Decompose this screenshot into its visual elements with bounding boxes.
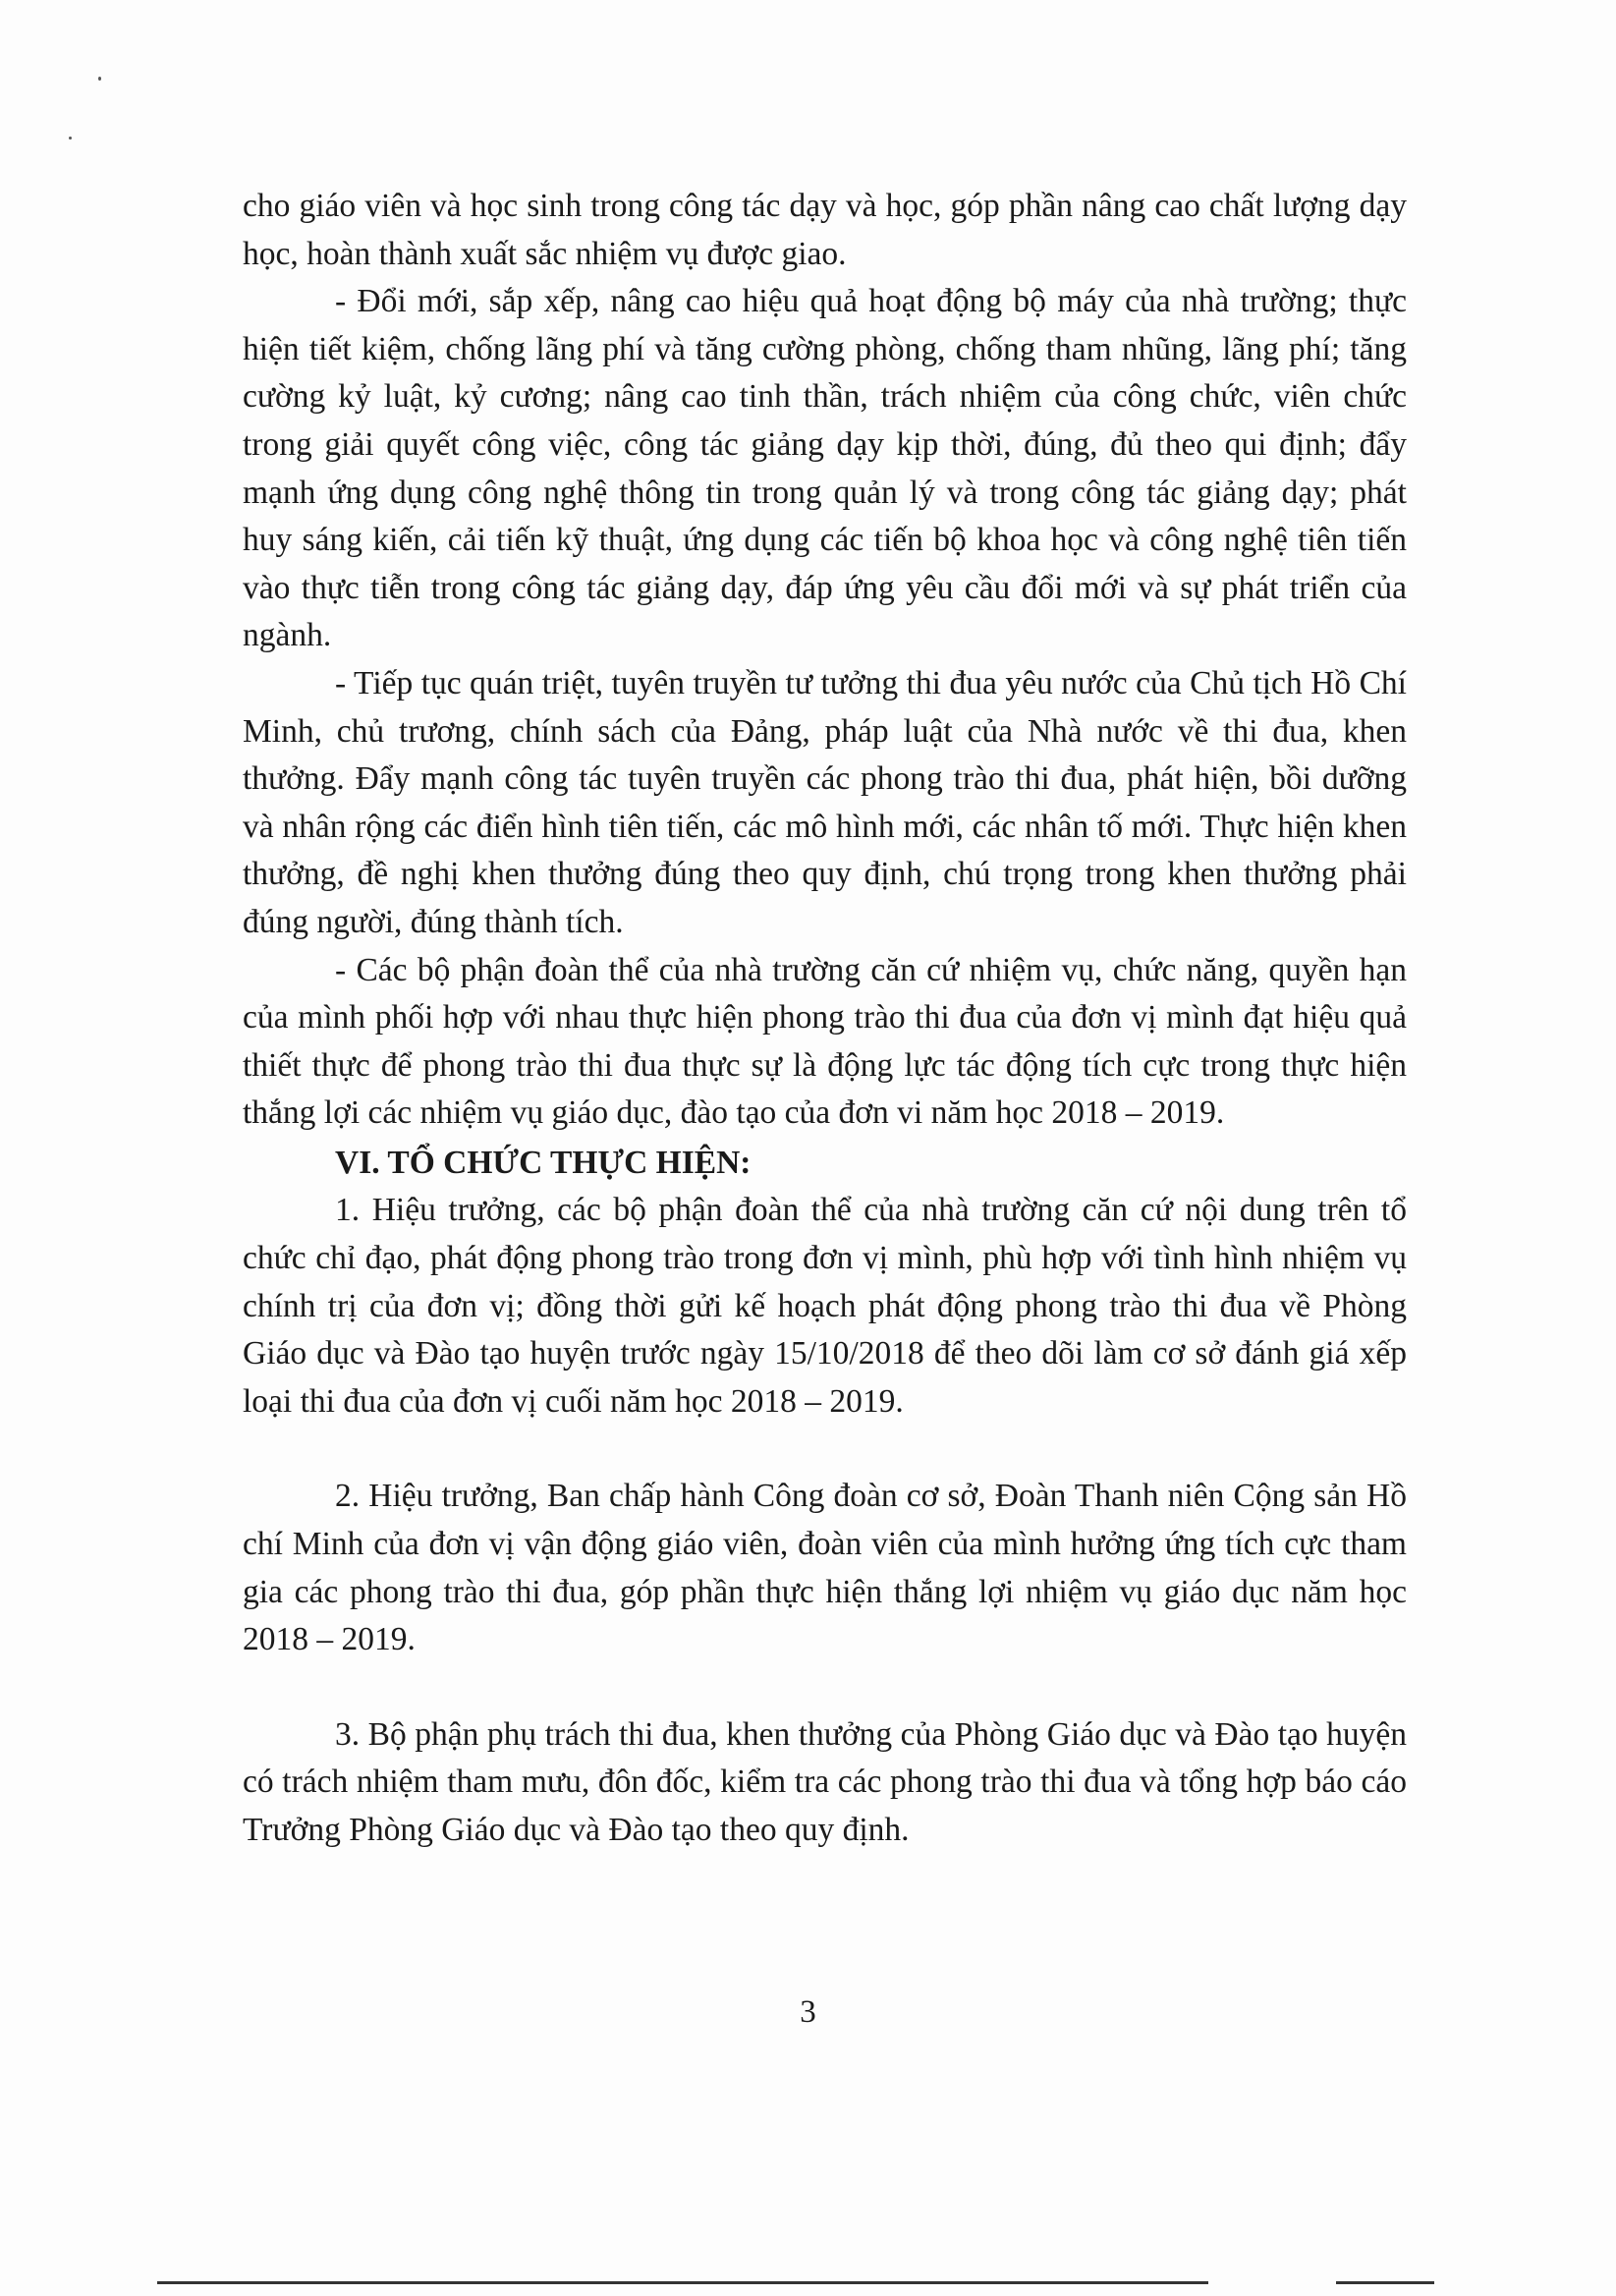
scan-bottom-edge bbox=[1336, 2281, 1434, 2284]
scan-dot-mark bbox=[98, 77, 101, 81]
paragraph-reform-apparatus: - Đổi mới, sắp xếp, nâng cao hiệu quả hoạt động bộ máy của nhà trường; thực hiện tiết kiệm, chống lãng phí và tăng cường phòng, chống tham nhũng, lãng phí; tăng cường kỷ luật, kỷ cương; nâng cao tinh thần, trách nhiệm của công chức, viên chức trong giải quyết công việc, công tác giảng dạy kịp thời, đúng, đủ theo qui định; đẩy mạnh ứng dụng công nghệ thông tin trong quản lý và trong công tác giảng dạy; phát huy sáng kiến, cải tiến kỹ thuật, ứng dụng các tiến bộ khoa học và công nghệ tiên tiến vào thực tiễn trong công tác giảng dạy, đáp ứng yêu cầu đổi mới và sự phát triển của ngành. bbox=[243, 283, 1407, 654]
paragraph-coordination: - Các bộ phận đoàn thể của nhà trường căn cứ nhiệm vụ, chức năng, quyền hạn của mình phối hợp với nhau thực hiện phong trào thi đua của đơn vị mình đạt hiệu quả thiết thực để phong trào thi đua thực sự là động lực tác động tích cực trong thực hiện thắng lợi các nhiệm vụ giáo dục, đào tạo của đơn vi năm học 2018 – 2019. bbox=[243, 951, 1407, 1132]
paragraph-propaganda: - Tiếp tục quán triệt, tuyên truyền tư tưởng thi đua yêu nước của Chủ tịch Hồ Chí Minh, chủ trương, chính sách của Đảng, pháp luật của Nhà nước về thi đua, khen thưởng. Đẩy mạnh công tác tuyên truyền các phong trào thi đua, phát hiện, bồi dưỡng và nhân rộng các điển hình tiên tiến, các mô hình mới, các nhân tố mới. Thực hiện khen thưởng, đề nghị khen thưởng đúng theo quy định, chú trọng trong khen thưởng phải đúng người, đúng thành tích. bbox=[243, 664, 1407, 940]
paragraph-continuation: cho giáo viên và học sinh trong công tác dạy và học, góp phần nâng cao chất lượng dạy học, hoàn thành xuất sắc nhiệm vụ được giao. bbox=[243, 188, 1407, 272]
implementation-item-1: 1. Hiệu trưởng, các bộ phận đoàn thể của nhà trường căn cứ nội dung trên tổ chức chỉ đạo, phát động phong trào trong đơn vị mình, phù hợp với tình hình nhiệm vụ chính trị của đơn vị; đồng thời gửi kế hoạch phát động phong trào thi đua về Phòng Giáo dục và Đào tạo huyện trước ngày 15/10/2018 để theo dõi làm cơ sở đánh giá xếp loại thi đua của đơn vị cuối năm học 2018 – 2019. bbox=[243, 1192, 1407, 1420]
page-number: 3 bbox=[800, 1994, 816, 2030]
document-body bbox=[243, 183, 1407, 1855]
section-heading: VI. TỔ CHỨC THỰC HIỆN: bbox=[335, 1144, 752, 1181]
implementation-item-2: 2. Hiệu trưởng, Ban chấp hành Công đoàn cơ sở, Đoàn Thanh niên Cộng sản Hồ chí Minh của đơn vị vận động giáo viên, đoàn viên của mình hưởng ứng tích cực tham gia các phong trào thi đua, góp phần thực hiện thắng lợi nhiệm vụ giáo dục năm học 2018 – 2019. bbox=[243, 1478, 1407, 1658]
scan-bottom-edge bbox=[157, 2281, 1208, 2284]
scan-dot-mark bbox=[69, 137, 72, 140]
implementation-item-3: 3. Bộ phận phụ trách thi đua, khen thưởng của Phòng Giáo dục và Đào tạo huyện có trách nhiệm tham mưu, đôn đốc, kiểm tra các phong trào thi đua và tổng hợp báo cáo Trưởng Phòng Giáo dục và Đào tạo theo quy định. bbox=[243, 1715, 1407, 1848]
